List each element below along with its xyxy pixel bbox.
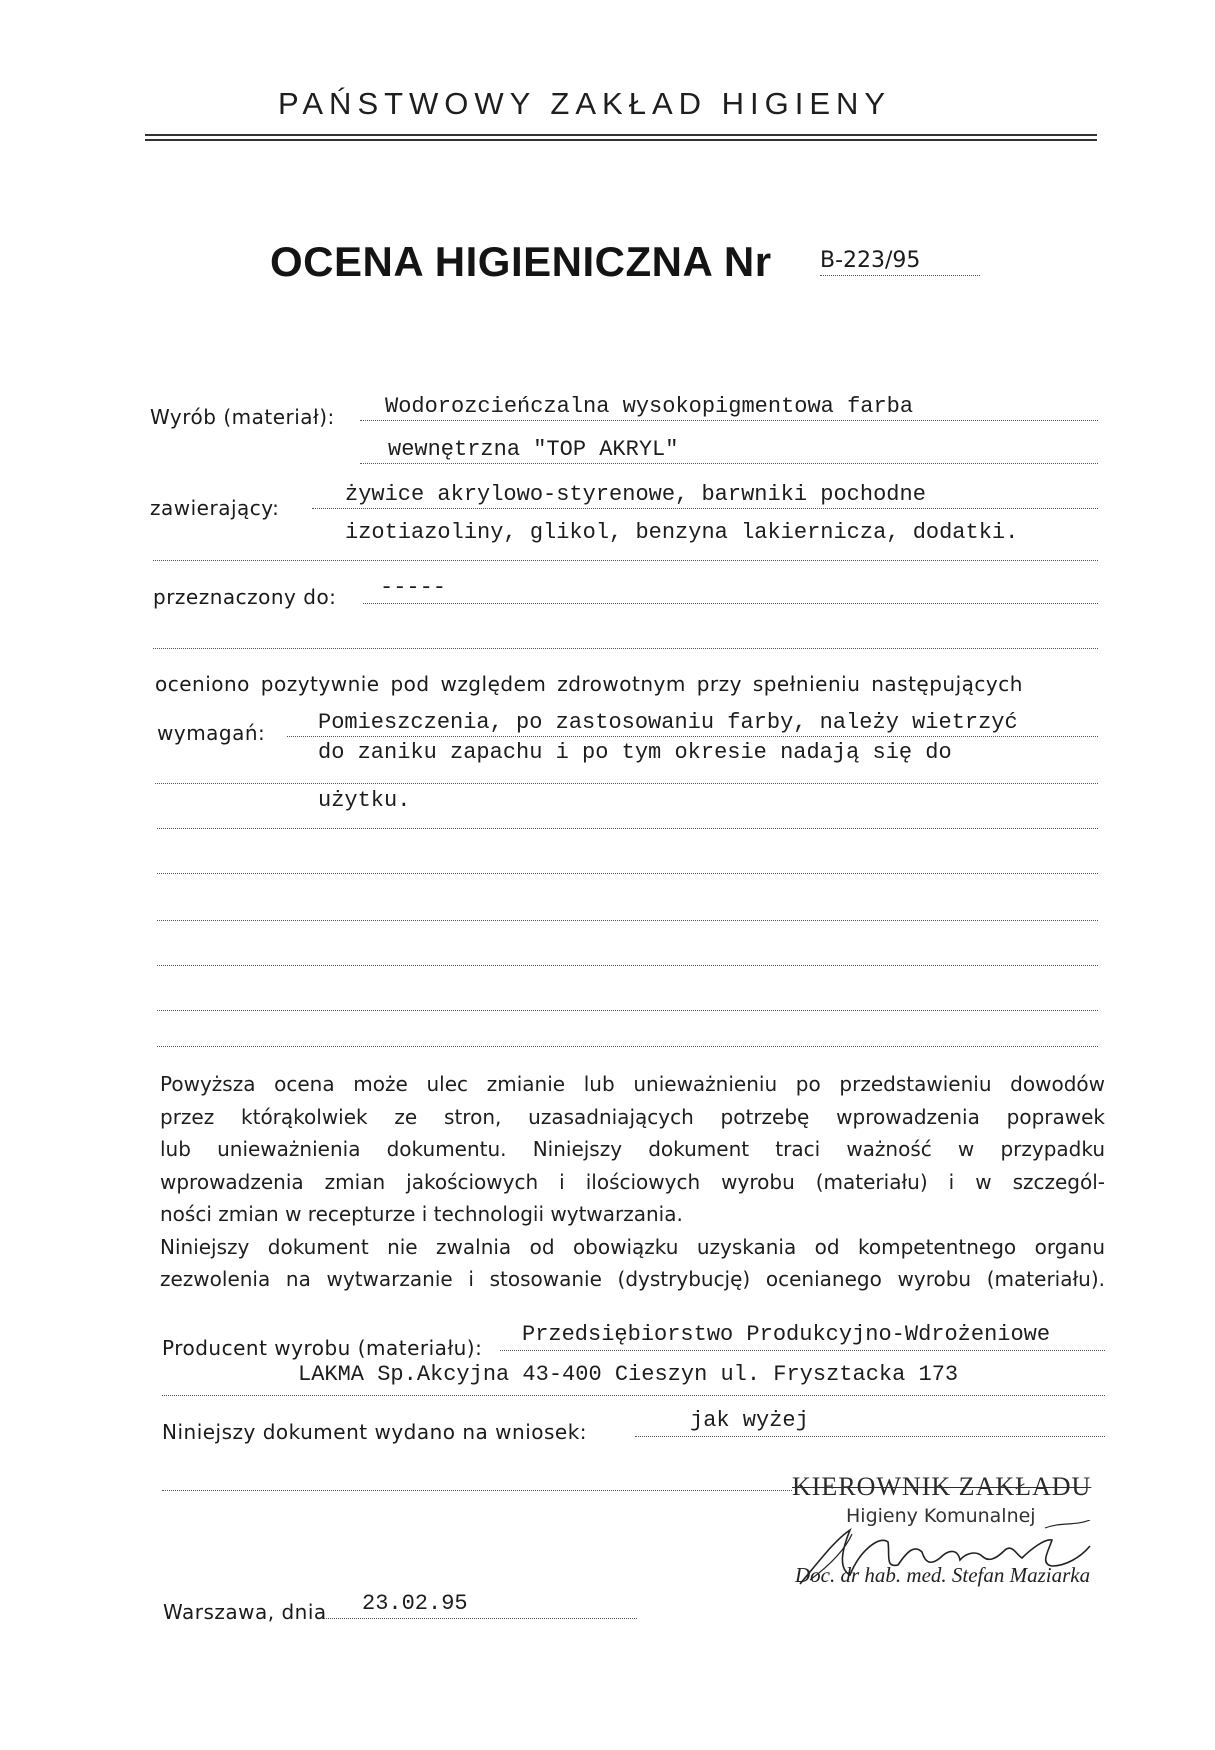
- requirement-line-2-dots: [155, 783, 1098, 784]
- place-date-label: Warszawa, dnia: [163, 1600, 327, 1624]
- notice-line: Powyższa ocena może ulec zmianie lub unieważnieniu po przedstawieniu dowodów: [160, 1072, 1105, 1096]
- contains-line-1: żywice akrylowo-styrenowe, barwniki pochodne: [345, 482, 926, 507]
- blank-line-3: [157, 873, 1098, 874]
- signer-name: Doc. dr hab. med. Stefan Maziarka: [795, 1563, 1091, 1587]
- contains-line-1-dots: [312, 508, 1098, 509]
- stamp-title: KIEROWNIK ZAKŁADU: [792, 1472, 1092, 1501]
- stamp-department: Higieny Komunalnej: [846, 1505, 1036, 1527]
- blank-line-8: [162, 1490, 792, 1491]
- document-number: B-223/95: [820, 248, 980, 276]
- contains-label: zawierający:: [150, 496, 280, 520]
- blank-line-7: [157, 1046, 1098, 1047]
- document-title: OCENA HIGIENICZNA Nr: [270, 238, 772, 285]
- blank-line-6: [157, 1010, 1098, 1011]
- intended-label: przeznaczony do:: [153, 585, 337, 609]
- notice-paragraph: [160, 1068, 1105, 1296]
- request-value: jak wyżej: [690, 1408, 809, 1433]
- intended-value: -----: [380, 575, 447, 600]
- requirement-line-2: do zaniku zapachu i po tym okresie nadają się do: [318, 740, 952, 765]
- producer-line-1: Przedsiębiorstwo Produkcyjno-Wdrożeniowe: [522, 1322, 1051, 1347]
- assessment-intro: oceniono pozytywnie pod względem zdrowotnym przy spełnieniu następujących: [155, 672, 1023, 696]
- header-rule-upper: [145, 134, 1097, 136]
- request-dots: [635, 1436, 1105, 1437]
- product-line-2-dots: [360, 463, 1098, 464]
- notice-line: lub unieważnienia dokumentu. Niniejszy dokument traci ważność w przypadku: [160, 1137, 1105, 1161]
- requirements-label: wymagań:: [157, 721, 266, 745]
- blank-line-4: [157, 920, 1098, 921]
- product-line-1-dots: [360, 420, 1098, 421]
- contains-line-2-dots: [153, 560, 1098, 561]
- notice-line: ności zmian w recepturze i technologii wytwarzania.: [160, 1202, 683, 1226]
- producer-line-2: LAKMA Sp.Akcyjna 43-400 Cieszyn ul. Frysztacka 173: [298, 1362, 959, 1387]
- producer-line-1-dots: [500, 1350, 1105, 1351]
- intended-dots: [363, 603, 1098, 604]
- contains-line-2: izotiazoliny, glikol, benzyna lakiernicza, dodatki.: [345, 520, 1019, 545]
- product-line-2: wewnętrzna "TOP AKRYL": [388, 437, 679, 462]
- producer-label: Producent wyrobu (materiału):: [162, 1336, 483, 1360]
- requirement-line-3: użytku.: [318, 788, 411, 813]
- requirement-line-1-dots: [287, 736, 1098, 737]
- notice-line: Niniejszy dokument nie zwalnia od obowiązku uzyskania od kompetentnego organu: [160, 1234, 1105, 1259]
- header-rule-lower: [145, 139, 1097, 141]
- notice-line: zezwolenia na wytwarzanie i stosowanie (dystrybucję) ocenianego wyrobu (materiału).: [160, 1267, 1105, 1291]
- request-label: Niniejszy dokument wydano na wniosek:: [162, 1420, 588, 1444]
- producer-line-2-dots: [162, 1395, 1105, 1396]
- notice-line: wprowadzenia zmian jakościowych i ilościowych wyrobu (materiału) i w szczegól-: [160, 1169, 1105, 1194]
- blank-line-1: [153, 648, 1098, 649]
- blank-line-5: [157, 965, 1098, 966]
- notice-line: przez którąkolwiek ze stron, uzasadniających potrzebę wprowadzenia poprawek: [160, 1104, 1105, 1129]
- issue-date: 23.02.95: [362, 1591, 468, 1616]
- date-dots: [322, 1618, 637, 1619]
- product-line-1: Wodorozcieńczalna wysokopigmentowa farba: [385, 394, 914, 419]
- product-label: Wyrób (materiał):: [150, 405, 335, 429]
- requirement-line-1: Pomieszczenia, po zastosowaniu farby, należy wietrzyć: [318, 710, 1018, 735]
- institution-name: PAŃSTWOWY ZAKŁAD HIGIENY: [278, 86, 892, 121]
- blank-line-2: [157, 828, 1098, 829]
